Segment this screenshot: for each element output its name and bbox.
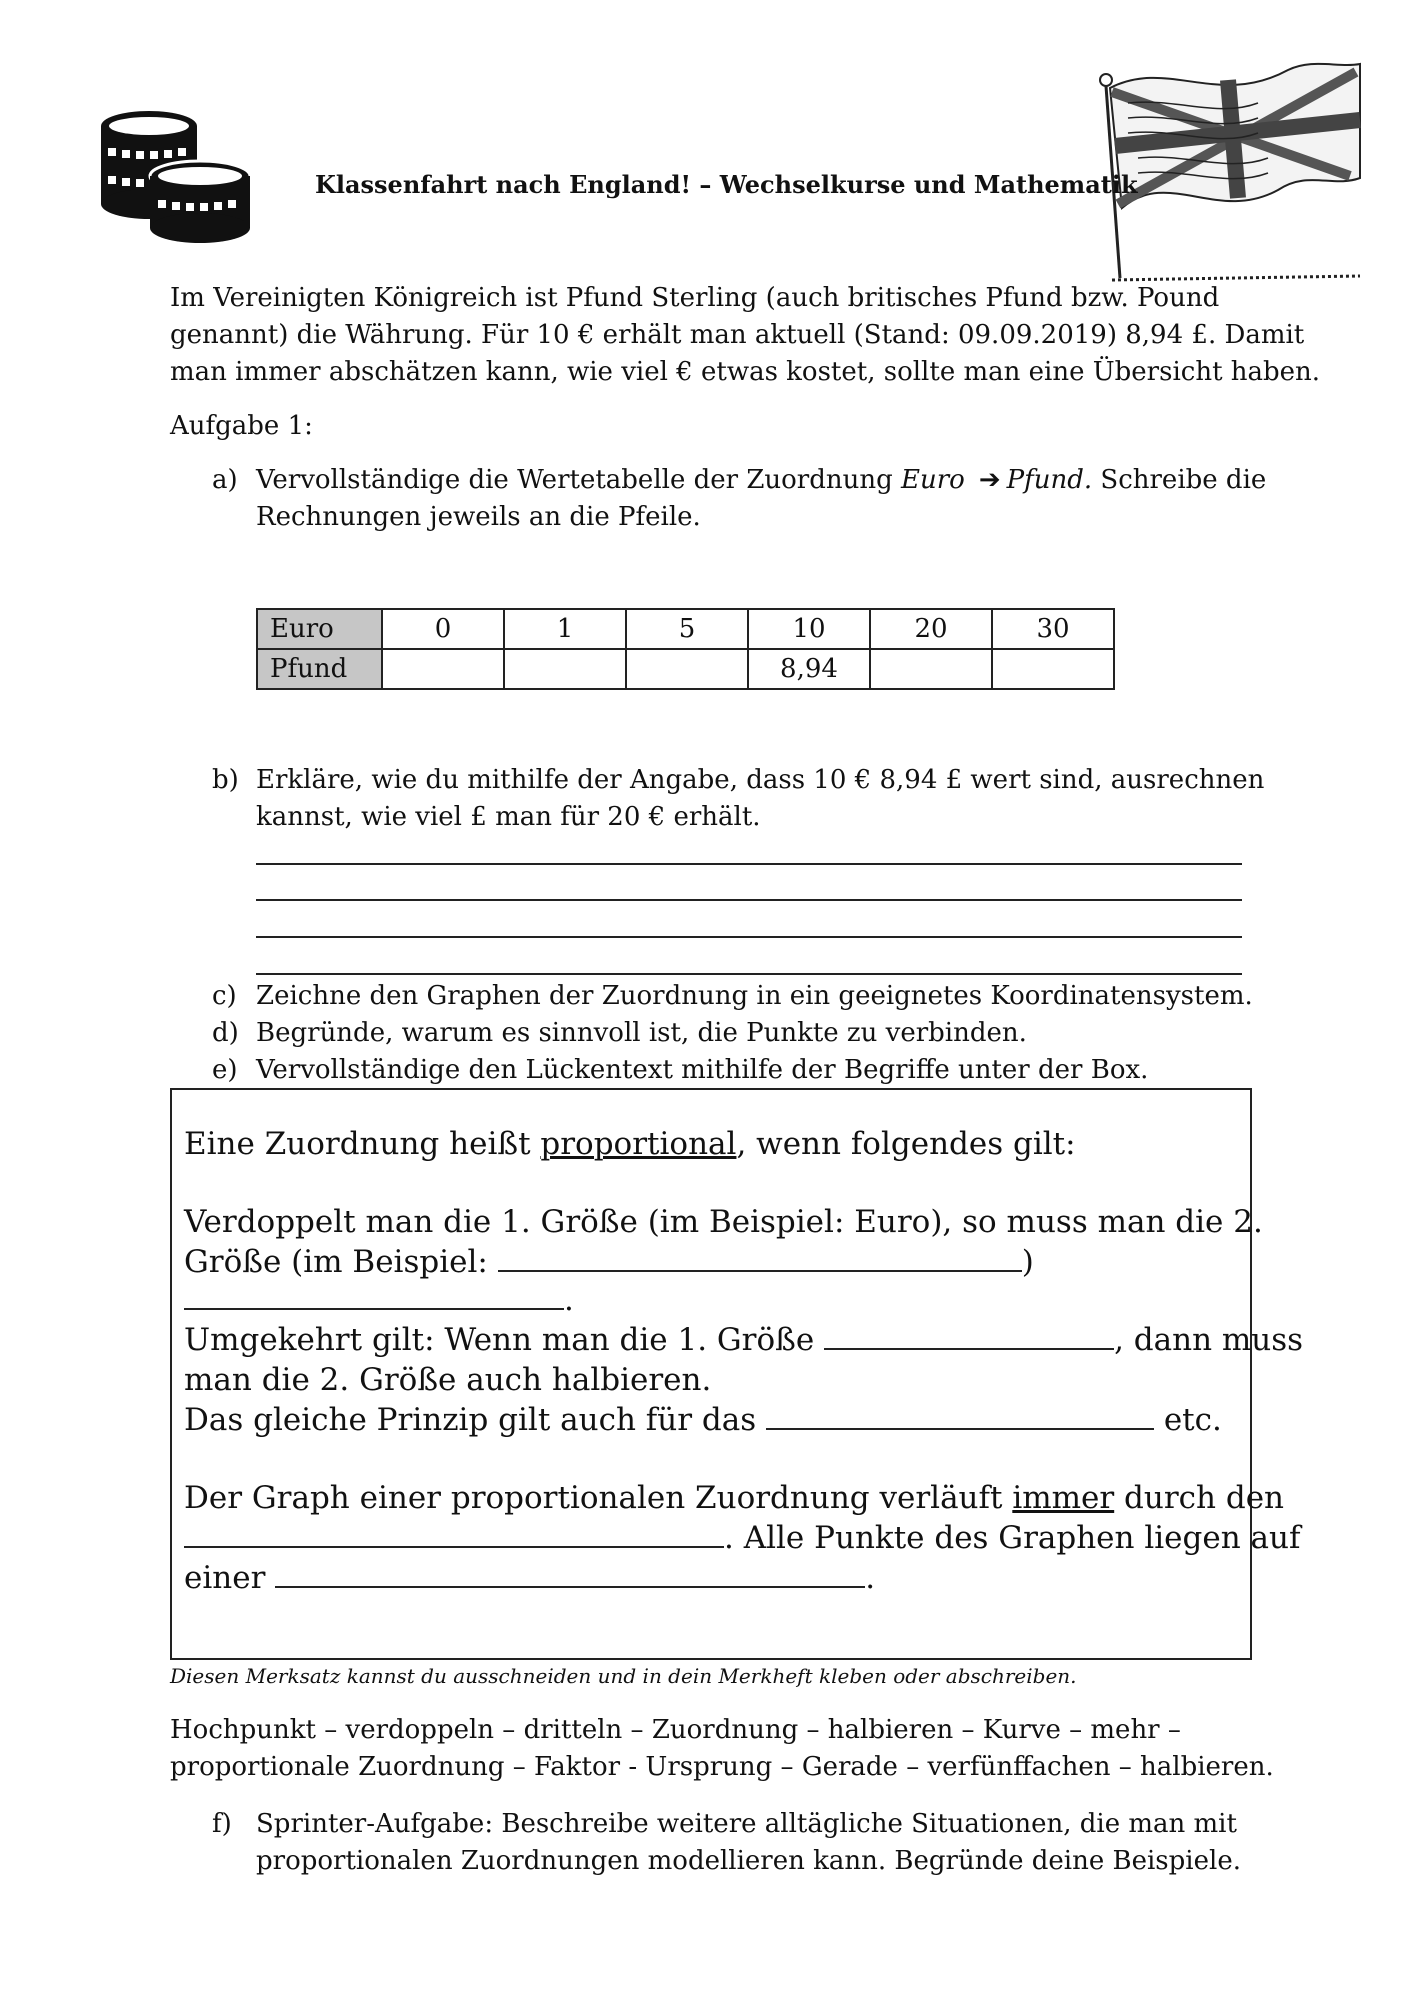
task-e-label: e)	[212, 1055, 238, 1085]
cloze-blank[interactable]	[184, 1522, 724, 1548]
table-header-euro: Euro	[257, 609, 382, 649]
answer-line[interactable]	[256, 899, 1242, 901]
box-line-9: . Alle Punkte des Graphen liegen auf	[184, 1518, 1300, 1558]
arrow-right-icon: ➔	[978, 465, 1001, 495]
cloze-blank[interactable]	[275, 1562, 865, 1588]
task-b-line-1: Erkläre, wie du mithilfe der Angabe, dass 10 € 8,94 £ wert sind, ausrechnen	[256, 765, 1265, 795]
intro-line-3: man immer abschätzen kann, wie viel € etwas kostet, sollte man eine Übersicht haben.	[170, 357, 1321, 387]
box-line-3: Größe (im Beispiel: )	[184, 1244, 1034, 1280]
cloze-box	[170, 1088, 1304, 1660]
task-f-line-1: Sprinter-Aufgabe: Beschreibe weitere alltägliche Situationen, die man mit	[256, 1809, 1237, 1839]
table-header-pfund: Pfund	[257, 649, 382, 689]
table-cell: 1	[504, 609, 626, 649]
intro-line-2: genannt) die Währung. Für 10 € erhält man aktuell (Stand: 09.09.2019) 8,94 £. Damit	[170, 320, 1305, 350]
task-heading: Aufgabe 1:	[170, 411, 313, 441]
box-line-1: Eine Zuordnung heißt proportional, wenn folgendes gilt:	[184, 1126, 1076, 1162]
table-input-cell[interactable]	[504, 649, 626, 689]
answer-line[interactable]	[256, 863, 1242, 865]
box-line-7: Das gleiche Prinzip gilt auch für das etc.	[184, 1402, 1222, 1438]
task-d-text: Begründe, warum es sinnvoll ist, die Punkte zu verbinden.	[256, 1018, 1027, 1048]
task-c-label: c)	[212, 981, 237, 1011]
table-cell: 5	[626, 609, 748, 649]
table-cell: 8,94	[748, 649, 870, 689]
table-input-cell[interactable]	[870, 649, 992, 689]
box-line-5: Umgekehrt gilt: Wenn man die 1. Größe , dann muss	[184, 1322, 1304, 1358]
box-note: Diesen Merksatz kannst du ausschneiden und in dein Merkheft kleben oder abschreiben.	[170, 1664, 1077, 1688]
box-line-2: Verdoppelt man die 1. Größe (im Beispiel: Euro), so muss man die 2.	[184, 1204, 1263, 1240]
task-e-text: Vervollständige den Lückentext mithilfe der Begriffe unter der Box.	[256, 1055, 1149, 1085]
answer-line[interactable]	[256, 973, 1242, 975]
table-input-cell[interactable]	[382, 649, 504, 689]
table-row-euro	[257, 609, 1114, 649]
terms-line-1: Hochpunkt – verdoppeln – dritteln – Zuordnung – halbieren – Kurve – mehr –	[170, 1715, 1181, 1745]
task-b-line-2: kannst, wie viel £ man für 20 € erhält.	[256, 802, 761, 832]
task-d-label: d)	[212, 1018, 239, 1048]
table-input-cell[interactable]	[626, 649, 748, 689]
box-line-4: .	[184, 1280, 574, 1320]
value-table	[256, 608, 1115, 690]
task-f-label: f)	[212, 1809, 232, 1839]
cloze-blank[interactable]	[766, 1404, 1154, 1430]
cloze-blank[interactable]	[824, 1324, 1114, 1350]
task-a-line-2: Rechnungen jeweils an die Pfeile.	[256, 502, 701, 532]
table-row-pfund	[257, 649, 1114, 689]
table-cell: 30	[992, 609, 1114, 649]
coins-icon	[94, 110, 254, 250]
union-jack-flag-icon	[1098, 58, 1368, 292]
task-a-line-1: Vervollständige die Wertetabelle der Zuordnung Euro ➔ Pfund. Schreibe die	[256, 465, 1267, 495]
box-line-10: einer .	[184, 1560, 876, 1596]
page-title: Klassenfahrt nach England! – Wechselkurse und Mathematik	[315, 170, 1138, 199]
intro-line-1: Im Vereinigten Königreich ist Pfund Sterling (auch britisches Pfund bzw. Pound	[170, 283, 1220, 313]
cloze-blank[interactable]	[498, 1246, 1022, 1272]
cloze-blank[interactable]	[184, 1284, 564, 1310]
task-c-text: Zeichne den Graphen der Zuordnung in ein geeignetes Koordinatensystem.	[256, 981, 1253, 1011]
table-cell: 10	[748, 609, 870, 649]
terms-line-2: proportionale Zuordnung – Faktor - Ursprung – Gerade – verfünffachen – halbieren.	[170, 1752, 1274, 1782]
task-a-label: a)	[212, 465, 238, 495]
task-b-label: b)	[212, 765, 239, 795]
answer-line[interactable]	[256, 936, 1242, 938]
table-cell: 0	[382, 609, 504, 649]
table-cell: 20	[870, 609, 992, 649]
table-input-cell[interactable]	[992, 649, 1114, 689]
box-line-6: man die 2. Größe auch halbieren.	[184, 1362, 712, 1398]
task-f-line-2: proportionalen Zuordnungen modellieren kann. Begründe deine Beispiele.	[256, 1846, 1241, 1876]
box-line-8: Der Graph einer proportionalen Zuordnung verläuft immer durch den	[184, 1480, 1285, 1516]
